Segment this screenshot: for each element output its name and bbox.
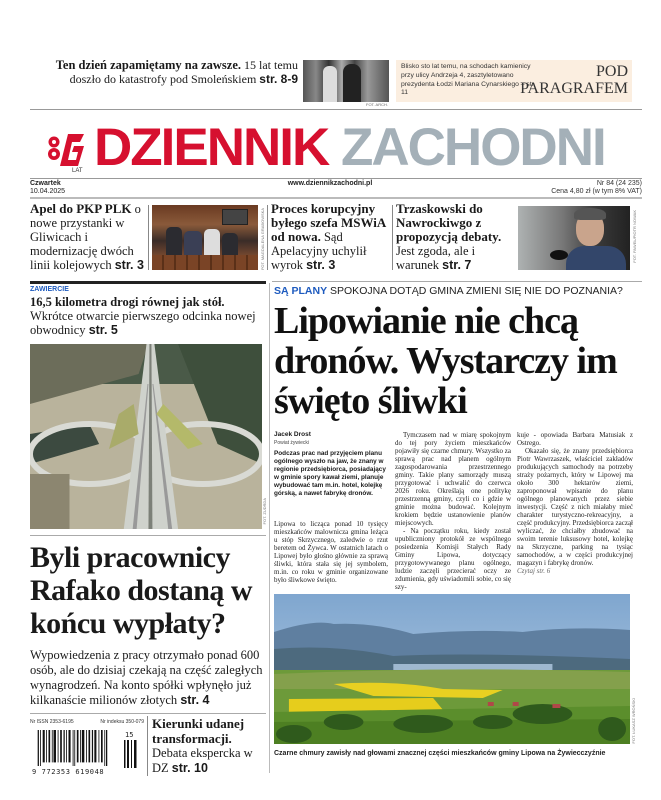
article-column-3 (517, 431, 633, 575)
issue-number: Nr 84 (24 235) (596, 180, 642, 187)
page-ref: str. 7 (442, 258, 472, 272)
divider (30, 178, 642, 179)
photo-credit: FOT. ARCH. (366, 102, 389, 107)
story-text: Wypowiedzenia z pracy otrzymało ponad 600 osób, ale do dzisiaj czekają na część zaległych wynagrodzeń. Na konto spółki wpłynęło już kilkanaście milionów złotych (30, 648, 263, 707)
story-zawiercie[interactable] (30, 295, 266, 337)
divider (30, 713, 266, 714)
logo-line: PARAGRAFEM (520, 80, 628, 97)
paragraph: Tymczasem nad w miarę spokojnym do tej pory życiem mieszkańców pojawiły się czarne chmury. Wszystko za sprawą prac nad planem ogólnym zagospodarowania przestrzennego gminy. Takie plany samorządy muszą przygotować i uchwalić do czerwca 2026 roku. Określają one politykę przestrzenną gminy, czyli co i gdzie w gminie można budować. Kolejnym krokiem będzie ustanowienie planów miejscowych. (395, 431, 511, 527)
story-headline: Trzaskowski do Nawrockiwgo z propozycją debaty. (396, 201, 502, 244)
barcode-addon-icon (124, 740, 138, 768)
photo-credit: FOT. ŁUKASZ WROŃSKI (631, 698, 636, 744)
divider (30, 197, 642, 199)
story-text: Sąd Apelacyjny uchylił wyrok (271, 230, 367, 272)
teaser-headline: Ten dzień zapamiętamy na zawsze. (55, 58, 241, 72)
barcode-number: 9 772353 619048 (32, 768, 105, 776)
divider (147, 716, 148, 776)
page-ref: str. 4 (180, 693, 210, 707)
divider (30, 109, 642, 110)
divider (148, 205, 149, 270)
masthead-title-grey: ZACHODNI (341, 118, 605, 177)
paragraph: - Na początku roku, kiedy został upubliczniony protokół ze wspólnego posiedzenia Komisji Stałych Rady Gminy Lipowa, dotyczący przygotowywanego planu ogólnego, ludzie zaczęli przecierać oczy ze zdumienia, gdy uświadomili sobie, co się szy- (395, 527, 511, 591)
page-ref: str. 3 (306, 258, 336, 272)
continued-link[interactable]: Czytaj str. 6 (517, 567, 551, 575)
article-column-2 (395, 431, 511, 591)
story-text: o nowe przystanki w Gliwicach i modernizację dwóch linii kolejowych (30, 202, 141, 272)
page-ref: str. 5 (88, 323, 118, 337)
divider (269, 283, 270, 773)
story-kierunki[interactable] (152, 717, 267, 775)
anniversary-sub: LAT (72, 168, 83, 174)
trzaskowski-photo (518, 206, 630, 270)
issue-date (30, 180, 65, 196)
photo-credit: FOT. MAGDALENA GRABOWSKA (260, 208, 265, 271)
photo-credit: FOT. PAWEŁ/PIOTR NOWAK (632, 210, 637, 263)
teaser-text: 15 lat temu doszło do katastrofy pod Smoleńskiem (69, 58, 298, 86)
teaser-smolensk[interactable] (40, 58, 298, 86)
divider (272, 281, 642, 282)
story-trzaskowski[interactable] (396, 202, 515, 272)
website-link[interactable]: www.dziennikzachodni.pl (287, 180, 373, 187)
main-headline[interactable]: Lipowianie nie chcą dronów. Wystarczy im święto śliwki (274, 300, 617, 422)
smolensk-photo (303, 60, 389, 102)
page-ref: str. 8-9 (259, 72, 298, 86)
issue-info (551, 180, 642, 196)
main-kicker (274, 285, 623, 297)
index-number: Nr indeksu 350-079 (100, 719, 144, 725)
author: Jacek Drost (274, 431, 311, 438)
page-ref: str. 10 (171, 760, 208, 775)
story-headline: Kierunki udanej transformacji. (152, 716, 245, 746)
story-apel-pkp[interactable] (30, 202, 147, 272)
kicker-text: SPOKOJNA DOTĄD GMINA ZMIENI SIĘ NIE DO POZNANIA? (327, 285, 623, 297)
teaser-pod-paragrafem[interactable] (396, 60, 632, 102)
rafako-story[interactable] (30, 648, 266, 708)
rafako-headline[interactable]: Byli pracownicy Rafako dostaną w końcu wypłaty? (30, 541, 253, 640)
teaser-text: Blisko sto lat temu, na schodach kamienicy przy ulicy Andrzeja 4, zasztyletowano prezydenta Łodzi Mariana Cynarskiego – str. 11 (401, 63, 536, 97)
divider (30, 281, 266, 284)
issn: Nr ISSN 2353-6195 (30, 719, 74, 725)
paragraph: Okazało się, że znany przedsiębiorca Piotr Wawrzaszek, właściciel zakładów produkujących samochody na potrzeby straży pożarnych, który w Lipowej ma około 300 hektarów ziemi, zaproponował wpisanie do planu ogólnego planowanych przez siebie inwestycji. Część z nich miałaby mieć charakter turystyczno-rekreacyjny, a część produkcyjny. Przedsiębiorca zaczął wyliczać, że chciałby zbudować na swoim terenie luksusowy hotel, kolejkę na Skrzyczne, parking na tysiąc samochodów, a w części produkcyjnej magazyn i fabrykę dronów. (517, 447, 633, 567)
divider (392, 205, 393, 270)
price: Cena 4,80 zł (w tym 8% VAT) (551, 188, 642, 195)
day: Czwartek (30, 180, 61, 187)
story-headline: Apel do PKP PLK (30, 202, 132, 216)
pod-paragrafem-logo (520, 63, 628, 97)
photo-caption: Czarne chmury zawisły nad głowami znacznej części mieszkańców gminy Lipowa na Żywiecczyźnie (274, 750, 606, 757)
story-text: Jest zgoda, ale i warunek (396, 244, 476, 272)
logo-line: POD (595, 63, 628, 80)
anniversary-80-logo-icon (46, 130, 86, 166)
divider (267, 205, 268, 270)
article-column-1 (274, 520, 388, 584)
story-headline: Proces korupcyjny byłego szefa MSWiA od nowa. (271, 201, 386, 244)
road-aerial-photo (30, 344, 262, 529)
divider (30, 535, 266, 536)
lead-paragraph: Podczas prac nad przyjęciem planu ogólnego wyszło na jaw, że znany w regionie przedsiębiorca, posiadający w gminie spory kawał ziemi, planuje wybudować tam m.in. hotel, kolejkę górską, a nawet fabrykę dronów. (274, 450, 386, 497)
paragraph: Lipowa to licząca ponad 10 tysięcy mieszkańców malownicza gmina leżąca u stóp Skrzycznego, zaledwie o rzut beretem od Żywca. W ostatnich latach o Lipowej było głośno głównie za sprawą śliwki, która stała się jej symbolem, m.in. co roku w gminie organizowane było śliwkowe święto. (274, 520, 388, 584)
story-text: Debata ekspercka w DZ (152, 746, 253, 775)
story-headline: 16,5 kilometra drogi równej jak stół. (30, 295, 225, 309)
courtroom-photo (152, 205, 258, 270)
photo-credit: FOT. ZUDRDA (262, 498, 267, 525)
masthead-title-red: DZIENNIK (94, 118, 329, 177)
story-proces[interactable] (271, 202, 389, 272)
page-ref: str. 3 (114, 258, 144, 272)
story-text: Wkrótce otwarcie pierwszego odcinka nowej obwodnicy (30, 309, 256, 337)
landscape-photo (274, 594, 630, 744)
kicker-label: SĄ PLANY (274, 285, 328, 297)
paragraph: kuje - opowiada Barbara Matusiak z Ostrego. (517, 431, 633, 447)
region: Powiat żywiecki (274, 440, 310, 446)
section-kicker: ZAWIERCIE (30, 286, 69, 293)
barcode-icon (36, 730, 116, 766)
barcode-addon-number: 15 (125, 731, 134, 739)
date: 10.04.2025 (30, 188, 66, 195)
